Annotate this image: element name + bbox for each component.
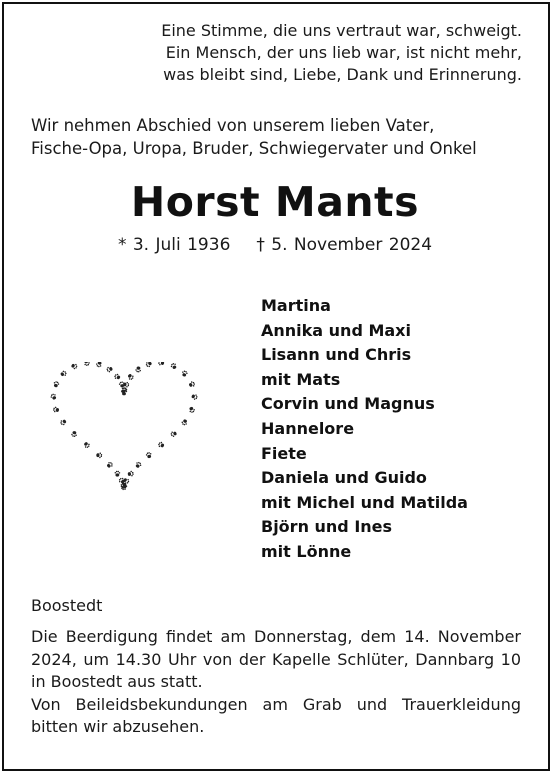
paw-print-icon — [53, 381, 60, 388]
paw-print-icon — [158, 362, 165, 366]
paw-print-icon — [145, 362, 153, 368]
paw-print-icon — [135, 366, 141, 373]
paw-print-icon — [115, 471, 121, 477]
paw-print-icon — [71, 363, 79, 370]
paw-print-icon — [145, 452, 152, 459]
paw-print-icon — [50, 393, 58, 401]
paw-print-icon — [106, 461, 114, 469]
paw-print-icon — [60, 370, 68, 378]
family-member: mit Mats — [261, 369, 341, 389]
funeral-details: Die Beerdigung findet am Donnerstag, dem 14. November 2024, um 14.30 Uhr von der Kapelle Schlüter, Dannbarg 10 in Boostedt aus statt. — [31, 627, 521, 691]
paw-print-icon — [157, 441, 165, 449]
family-member: Daniela und Guido — [261, 468, 427, 488]
birth-date: * 3. Juli 1936 — [117, 235, 231, 255]
paw-print-icon — [83, 441, 91, 449]
poem — [161, 20, 522, 86]
death-date: † 5. November 2024 — [256, 235, 433, 255]
family-member: Björn und Ines — [261, 517, 393, 537]
family-member: Annika und Maxi — [261, 320, 411, 340]
poem-line: was bleibt sind, Liebe, Dank und Erinnerung. — [163, 65, 522, 84]
paw-print-icon — [181, 418, 189, 426]
place-name: Boostedt — [31, 596, 103, 615]
condolence-request: Von Beileidsbekundungen am Grab und Trauerkleidung bitten wir abzusehen. — [31, 694, 521, 736]
paw-print-icon — [181, 370, 188, 377]
intro-line: Fische-Opa, Uropa, Bruder, Schwiegervater und Onkel — [31, 139, 477, 158]
paw-print-icon — [83, 362, 90, 367]
family-member: Fiete — [261, 443, 307, 463]
paw-print-icon — [170, 362, 178, 370]
family-member: mit Michel und Matilda — [261, 492, 468, 512]
intro-text — [31, 114, 477, 160]
paw-print-icon — [53, 406, 60, 413]
family-member: Corvin und Magnus — [261, 394, 435, 414]
family-member: Hannelore — [261, 418, 355, 438]
deceased-name: Horst Mants — [130, 178, 420, 226]
paw-print-icon — [191, 393, 198, 400]
family-list — [261, 294, 468, 565]
family-member: Lisann und Chris — [261, 345, 412, 365]
paw-print-icon — [127, 470, 134, 477]
family-member: mit Lönne — [261, 541, 352, 561]
paw-print-icon — [170, 430, 177, 437]
paw-print-icon — [188, 380, 196, 388]
paw-print-icon — [188, 406, 196, 414]
poem-line: Ein Mensch, der uns lieb war, ist nicht mehr, — [165, 43, 522, 62]
paw-print-heart-icon — [48, 362, 200, 492]
paw-print-icon — [95, 362, 103, 368]
paw-print-icon — [71, 431, 78, 438]
funeral-notice — [31, 626, 521, 739]
paw-print-icon — [127, 373, 135, 381]
paw-print-icon — [59, 418, 67, 426]
paw-print-icon — [96, 452, 102, 458]
life-dates — [0, 235, 550, 255]
family-member: Martina — [261, 296, 331, 315]
paw-print-icon — [113, 373, 121, 381]
poem-line: Eine Stimme, die uns vertraut war, schweigt. — [161, 21, 522, 40]
paw-print-icon — [106, 366, 113, 373]
paw-print-icon — [134, 461, 142, 469]
intro-line: Wir nehmen Abschied von unserem lieben Vater, — [31, 116, 435, 135]
